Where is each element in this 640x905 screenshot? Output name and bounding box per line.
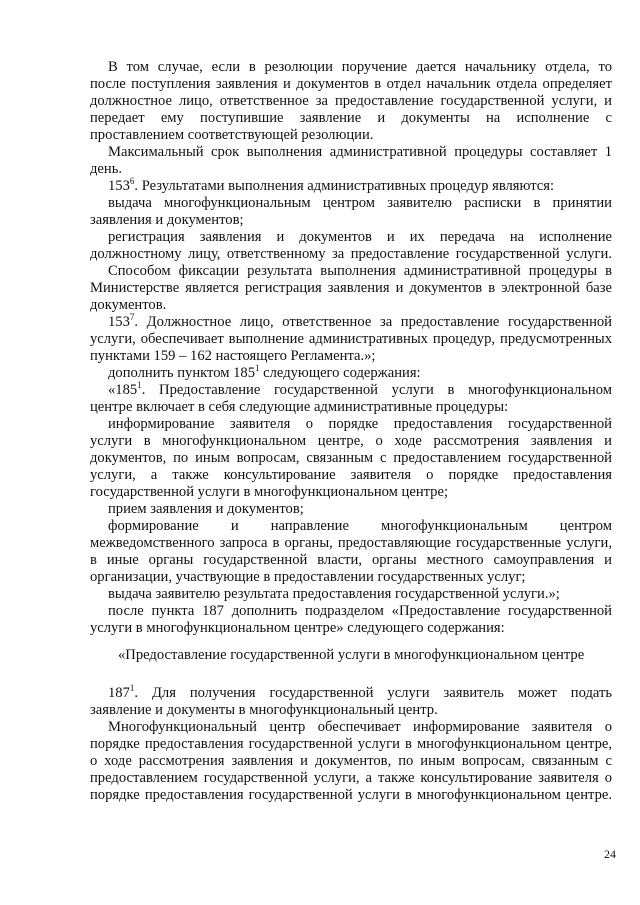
line-text: услуги в многофункциональном центре» следующего содержания: — [90, 620, 505, 636]
text-line — [90, 246, 612, 263]
item-number: 153 — [108, 314, 130, 330]
text-line — [90, 399, 612, 416]
text-line — [90, 467, 612, 484]
text-line — [108, 314, 612, 331]
text-line — [108, 501, 612, 518]
line-text: Способом фиксации результата выполнения административной процедуры в — [108, 263, 612, 279]
text-line — [90, 110, 612, 127]
text-line — [90, 93, 612, 110]
text-line — [108, 416, 612, 433]
text-line — [90, 450, 612, 467]
text-line — [90, 331, 612, 348]
superscript-index: 7 — [129, 312, 135, 322]
page-number: 24 — [604, 847, 616, 861]
line-text: порядке предоставления государственной услуги в многофункциональном центре, — [90, 736, 612, 752]
line-text: информирование заявителя о порядке предоставления государственной — [108, 416, 612, 432]
line-text: в иные органы государственной власти, органы местного самоуправления и — [90, 552, 612, 568]
item-number: 153 — [108, 178, 130, 194]
text-line — [90, 535, 612, 552]
line-text: государственной услуги в многофункциональном центре; — [90, 484, 449, 500]
text-line — [90, 348, 612, 365]
line-text: межведомственного запроса в органы, предоставляющие государственные услуги, — [90, 535, 612, 551]
text-line — [90, 484, 612, 501]
line-text: пунктами 159 – 162 настоящего Регламента.»; — [90, 348, 376, 364]
text-line — [90, 753, 612, 770]
line-text: следующего содержания: — [259, 365, 421, 381]
item-number: 187 — [108, 685, 130, 701]
line-text: услуги, обеспечивает выполнение административных процедур, предусмотренных — [90, 331, 612, 347]
text-line — [90, 702, 612, 719]
line-text: документов. — [90, 297, 167, 313]
text-line — [90, 552, 612, 569]
text-line — [90, 770, 612, 787]
text-line — [90, 161, 612, 178]
text-line — [108, 685, 612, 702]
item-number: дополнить пунктом 185 — [108, 365, 256, 381]
text-line — [118, 647, 612, 664]
line-text: должностному лицу, ответственному за предоставление государственной услуги. — [90, 246, 612, 262]
line-text: предоставлением государственной услуги, а также консультирование заявителя о — [90, 770, 612, 786]
text-line — [108, 178, 612, 195]
line-text: день. — [90, 161, 123, 177]
text-line — [90, 127, 612, 144]
line-text: Максимальный срок выполнения административной процедуры составляет 1 — [108, 144, 612, 160]
text-line — [108, 586, 612, 603]
line-text: после пункта 187 дополнить подразделом «Предоставление государственной — [108, 603, 612, 619]
line-text: услуги в многофункциональном центре, о ходе рассмотрения заявления и — [90, 433, 612, 449]
text-line — [90, 212, 612, 229]
line-text: документов, по иным вопросам, связанным с предоставлением государственной — [90, 450, 612, 466]
text-line — [90, 620, 612, 637]
line-text: передает ему поступившие заявление и документы на исполнение с — [90, 110, 612, 126]
superscript-index: 1 — [129, 683, 135, 693]
text-line — [108, 365, 612, 382]
line-text: прием заявления и документов; — [108, 501, 304, 517]
text-line — [108, 719, 612, 736]
text-line — [108, 382, 612, 399]
line-text: заявления и документов; — [90, 212, 244, 228]
text-line — [90, 736, 612, 753]
line-text: . Для получения государственной услуги заявитель может подать — [134, 685, 612, 701]
line-text: проставлением соответствующей резолюции. — [90, 127, 374, 143]
line-text: . Должностное лицо, ответственное за предоставление государственной — [134, 314, 612, 330]
text-line — [90, 433, 612, 450]
text-line — [108, 59, 612, 76]
superscript-index: 6 — [129, 176, 135, 186]
text-line — [108, 518, 612, 535]
line-text: о ходе рассмотрения заявления и документов, по иным вопросам, связанным с — [90, 753, 612, 769]
line-text: заявление и документы в многофункциональный центр. — [90, 702, 438, 718]
text-line — [108, 603, 612, 620]
line-text: формирование и направление многофункциональным центром — [108, 518, 612, 534]
text-line — [108, 263, 612, 280]
superscript-index: 1 — [137, 380, 142, 390]
line-text: после поступления заявления и документов в отдел начальник отдела определяет — [90, 76, 612, 92]
line-text: . Предоставление государственной услуги в многофункциональном — [141, 382, 612, 398]
line-text: регистрация заявления и документов и их передача на исполнение — [108, 229, 612, 245]
line-text: услуги, а также консультирование заявителя о порядке предоставления — [90, 467, 612, 483]
line-text: организации, участвующие в предоставлении государственных услуг; — [90, 569, 526, 585]
line-text: Министерстве является регистрация заявления и документов в электронной базе — [90, 280, 612, 296]
line-text: выдача многофункциональным центром заявителю расписки в принятии — [108, 195, 612, 211]
text-line — [108, 229, 612, 246]
line-text: порядке предоставления государственной услуги в многофункциональном центре. — [90, 787, 612, 803]
text-line — [108, 195, 612, 212]
text-line — [90, 76, 612, 93]
line-text: «Предоставление государственной услуги в многофункциональном центре — [118, 647, 585, 663]
line-text: центре включает в себя следующие административные процедуры: — [90, 399, 509, 415]
text-line — [90, 569, 612, 586]
line-text: должностное лицо, ответственное за предоставление государственной услуги, и — [90, 93, 612, 109]
line-text: Многофункциональный центр обеспечивает информирование заявителя о — [108, 719, 612, 735]
text-line — [90, 297, 612, 314]
text-line — [108, 144, 612, 161]
text-line — [90, 787, 612, 804]
item-number: «185 — [108, 382, 138, 398]
line-text: В том случае, если в резолюции поручение дается начальнику отдела, то — [108, 59, 612, 75]
text-line — [90, 280, 612, 297]
line-text: . Результатами выполнения административных процедур являются: — [134, 178, 555, 194]
superscript-index: 1 — [255, 363, 260, 373]
line-text: выдача заявителю результата предоставления государственной услуги.»; — [108, 586, 560, 602]
